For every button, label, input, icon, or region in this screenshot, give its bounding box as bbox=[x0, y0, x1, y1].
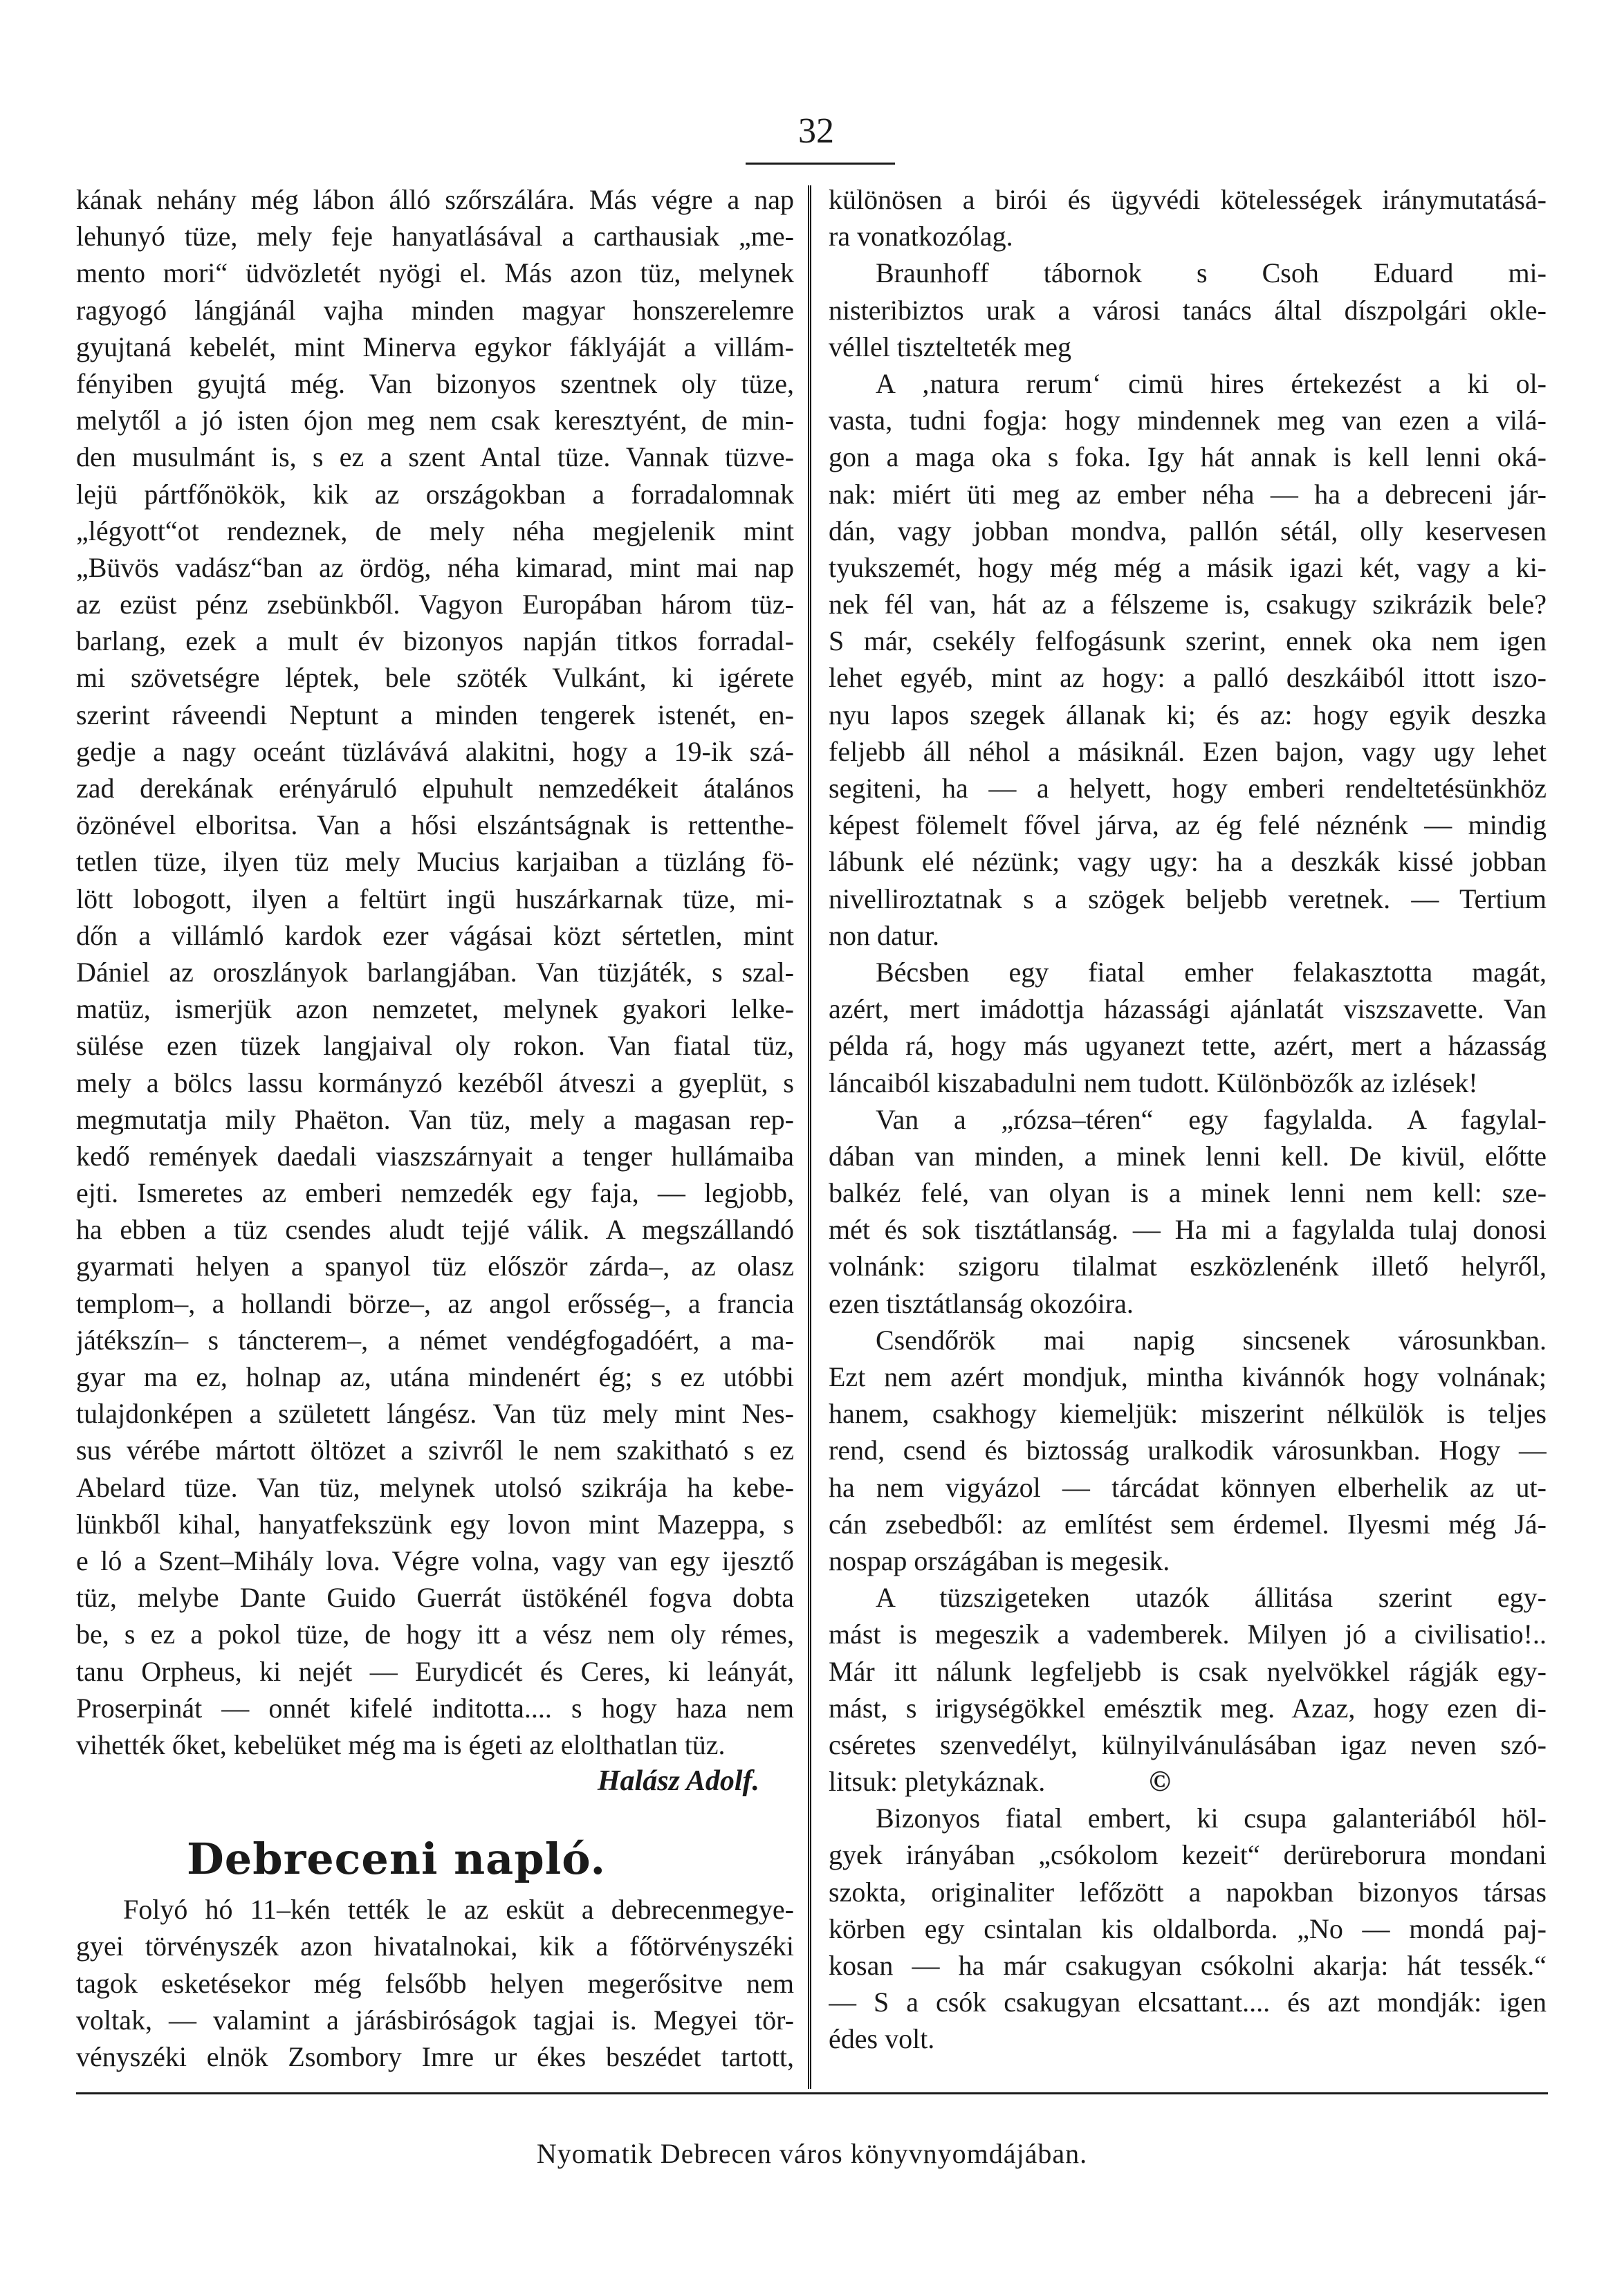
text-line: lábunk elé nézünk; vagy ugy: ha a deszkák kissé jobban bbox=[829, 846, 1547, 878]
text-line: édes volt. bbox=[829, 2023, 935, 2055]
text-line: nivelliroztatnak s a szögek beljebb veretnek. — Tertium bbox=[829, 883, 1547, 914]
left-article-text bbox=[76, 181, 794, 1763]
text-line: volnánk: szigoru tilalmat eszközlenénk illető helyről, bbox=[829, 1251, 1547, 1282]
text-line: mét és sok tisztátlanság. — Ha mi a fagylalda tulaj donosi bbox=[829, 1214, 1547, 1246]
text-line: tüz, melybe Dante Guido Guerrát üstökénél fogva dobta bbox=[76, 1582, 794, 1614]
section-text bbox=[76, 1891, 794, 2075]
text-line: gedje a nagy oceánt tüzlávává alakitni, hogy a 19-ik szá- bbox=[76, 735, 794, 767]
text-line: Dániel az oroszlányok barlangjában. Van tüzjáték, s szal- bbox=[76, 956, 794, 988]
text-line: Bécsben egy fiatal emher felakasztotta magát, bbox=[876, 956, 1547, 988]
text-line: vihették őket, kebelüket még ma is égeti az elolthatlan tüz. bbox=[76, 1729, 726, 1760]
text-line: tagok esketésekor még felsőbb helyen megerősitve nem bbox=[76, 1967, 794, 1999]
text-line: fényiben gyujtá még. Van bizonyos szentnek oly tüze, bbox=[76, 367, 794, 399]
text-line: mást is megeszik a vademberek. Milyen jó a civilisatio!.. bbox=[829, 1619, 1547, 1650]
text-line: dában van minden, a minek lenni kell. De kivül, előtte bbox=[829, 1140, 1547, 1172]
printer-imprint: Nyomatik Debrecen város könyvnyomdájában. bbox=[536, 2138, 1088, 2169]
text-line: segiteni, ha — a helyett, hogy emberi rendeltetésünkhöz bbox=[829, 773, 1547, 804]
text-line: ezen tisztátlanság okozóira. bbox=[829, 1287, 1134, 1319]
text-line: vényszéki elnök Zsombory Imre ur ékes beszédet tartott, bbox=[76, 2041, 794, 2072]
right-column-text bbox=[829, 181, 1547, 2058]
text-line: matüz, ismerjük azon nemzetet, melynek gyakori lelke- bbox=[76, 993, 794, 1025]
copyright-mark: © bbox=[1149, 1766, 1171, 1798]
text-line: gyujtaná kebelét, mint Minerva egykor fáklyáját a villám- bbox=[76, 331, 794, 362]
text-line: kosan — ha már csakugyan csókolni akarja: hát tessék.“ bbox=[829, 1950, 1547, 1981]
text-line: vasta, tudni fogja: hogy mindennek meg van ezen a vilá- bbox=[829, 405, 1547, 436]
text-line: játékszín– s táncterem–, a német vendégfogadóért, a ma- bbox=[76, 1324, 794, 1356]
text-line: templom–, a hollandi börze–, az angol erősség–, a francia bbox=[76, 1287, 794, 1319]
text-line: lött lobogott, ilyen a feltürt ingü huszárkarnak tüze, mi- bbox=[76, 883, 794, 914]
author-signature: Halász Adolf. bbox=[597, 1765, 759, 1798]
text-line: különösen a birói és ügyvédi kötelességek iránymutatásá- bbox=[829, 184, 1547, 215]
column-divider bbox=[808, 185, 811, 2089]
text-line: körben egy csintalan kis oldalborda. „No — mondá paj- bbox=[829, 1912, 1547, 1944]
text-line: szokta, originaliter lefőzött a napokban bizonyos társas bbox=[829, 1876, 1547, 1908]
text-line: ha nem vigyázol — tárcádat könnyen elberhelik az ut- bbox=[829, 1471, 1547, 1503]
text-line: sus vérébe mártott öltözet a szivről le nem szakitható s ez bbox=[76, 1435, 794, 1466]
text-line: gon a maga oka s foka. Igy hát annak is kell lenni oká- bbox=[829, 441, 1547, 473]
text-line: rend, csend és biztosság uralkodik városunkban. Hogy — bbox=[829, 1435, 1547, 1466]
text-line: ra vonatkozólag. bbox=[829, 221, 1013, 252]
text-line: képest fölemelt fővel járva, az ég felé néznénk — mindig bbox=[829, 809, 1547, 841]
text-line: ha ebben a tüz csendes aludt tejjé válik. A megszállandó bbox=[76, 1214, 794, 1246]
text-line: kedő remények daedali viaszszárnyait a tenger hullámaiba bbox=[76, 1140, 794, 1172]
text-line: megmutatja mily Phaëton. Van tüz, mely a magasan rep- bbox=[76, 1103, 794, 1135]
text-line: mely a bölcs lassu kormányzó kezéből átveszi a gyeplüt, s bbox=[76, 1067, 794, 1098]
text-line: Braunhoff tábornok s Csoh Eduard mi- bbox=[876, 257, 1547, 289]
text-line: azért, mert imádottja házassági ajánlatát viszszavette. Van bbox=[829, 993, 1547, 1025]
text-line: véllel tisztelteték meg bbox=[829, 331, 1071, 362]
text-line: voltak, — valamint a járásbiróságok tagjai is. Megyei tör- bbox=[76, 2004, 794, 2036]
text-line: — S a csók csakugyan elcsattant.... és azt mondják: igen bbox=[829, 1986, 1547, 2018]
text-line: mást, s irigységökkel emésztik meg. Azaz, hogy ezen di- bbox=[829, 1692, 1547, 1724]
text-line: nek fél van, hát az a félszeme is, csakugy szikrázik bele? bbox=[829, 589, 1547, 620]
text-line: nak: miért üti meg az ember néha — ha a debreceni jár- bbox=[829, 478, 1547, 510]
text-line: den musulmánt is, s ez a szent Antal tüze. Vannak tüzve- bbox=[76, 441, 794, 473]
text-line: mento mori“ üdvözletét nyögi el. Más azon tüz, melynek bbox=[76, 257, 794, 289]
text-line: „Büvös vadász“ban az ördög, néha kimarad, mint mai nap bbox=[76, 551, 794, 583]
text-line: litsuk: pletykáznak. bbox=[829, 1766, 1046, 1798]
text-line: lünkből kihal, hanyatfekszünk egy lovon mint Mazeppa, s bbox=[76, 1508, 794, 1540]
text-line: Folyó hó 11–kén tették le az esküt a debrecenmegye- bbox=[123, 1894, 794, 1926]
text-line: lejü pártfőnökök, kik az országokban a forradalomnak bbox=[76, 478, 794, 510]
text-line: feljebb áll néhol a másiknál. Ezen bajon, vagy ugy lehet bbox=[829, 735, 1547, 767]
text-line: nospap országában is megesik. bbox=[829, 1545, 1170, 1576]
page-number: 32 bbox=[798, 111, 834, 151]
text-line: A ‚natura rerum‘ cimü hires értekezést a ki ol- bbox=[876, 367, 1547, 399]
text-line: láncaiból kiszabadulni nem tudott. Különbözők az izlések! bbox=[829, 1067, 1478, 1098]
text-line: e ló a Szent–Mihály lova. Végre volna, vagy van egy ijesztő bbox=[76, 1545, 794, 1576]
text-line: dán, vagy jobban mondva, pallón sétál, olly keservesen bbox=[829, 515, 1547, 546]
text-line: tyukszemét, hogy még még a másik igazi két, vagy a ki- bbox=[829, 551, 1547, 583]
left-column bbox=[76, 181, 794, 2075]
text-line: gyarmati helyen a spanyol tüz először zárda–, az olasz bbox=[76, 1251, 794, 1282]
text-line: tanu Orpheus, ki nejét — Eurydicét és Ceres, ki leányát, bbox=[76, 1655, 794, 1687]
text-line: A tüzszigeteken utazók állitása szerint egy- bbox=[876, 1582, 1547, 1614]
section-title: Debreceni napló. bbox=[187, 1834, 607, 1885]
text-line: ragyogó lángjánál vajha minden magyar honszerelemre bbox=[76, 294, 794, 326]
text-line: nyu lapos szegek állanak ki; és az: hogy egyik deszka bbox=[829, 699, 1547, 730]
text-line: mi szövetségre léptek, bele szöték Vulkánt, ki igérete bbox=[76, 662, 794, 694]
text-line: Van a „rózsa–téren“ egy fagylalda. A fagylal- bbox=[876, 1103, 1547, 1135]
text-line: lehunyó tüze, mely feje hanyatlásával a carthausiak „me- bbox=[76, 221, 794, 252]
text-line: cán zsebedből: az említést sem érdemel. Ilyesmi még Já- bbox=[829, 1508, 1547, 1540]
text-line: melytől a jó isten ójon meg nem csak keresztyént, de min- bbox=[76, 405, 794, 436]
text-line: lehet egyéb, mint az hogy: a palló deszkáiból ittott iszo- bbox=[829, 662, 1547, 694]
text-line: Abelard tüze. Van tüz, melynek utolsó szikrája ha kebe- bbox=[76, 1471, 794, 1503]
text-line: dőn a villámló kardok ezer vágásai közt sértetlen, mint bbox=[76, 919, 794, 951]
text-line: példa rá, hogy más ugyanezt tette, azért, mert a házasság bbox=[829, 1030, 1547, 1062]
text-line-with-mark bbox=[829, 1763, 1547, 1800]
text-line: szerint ráveendi Neptunt a minden tengerek istenét, en- bbox=[76, 699, 794, 730]
footer-rule bbox=[76, 2092, 1548, 2094]
text-line: be, s ez a pokol tüze, de hogy itt a vész nem oly rémes, bbox=[76, 1619, 794, 1650]
text-line: az ezüst pénz zsebünkből. Vagyon Europában három tüz- bbox=[76, 589, 794, 620]
text-line: gyek irányában „csókolom kezeit“ derüreborura mondani bbox=[829, 1839, 1547, 1871]
text-line: Ezt nem azért mondjuk, mintha kivánnók hogy volnának; bbox=[829, 1361, 1547, 1392]
right-column bbox=[829, 181, 1547, 2058]
text-line: nisteribiztos urak a városi tanács által díszpolgári okle- bbox=[829, 294, 1547, 326]
text-line: cséretes szenvedélyt, külnyilvánulásában igaz neven szó- bbox=[829, 1729, 1547, 1760]
text-line: tetlen tüze, ilyen tüz mely Mucius karjaiban a tüzláng fö- bbox=[76, 846, 794, 878]
text-line: balkéz felé, van olyan is a minek lenni nem kell: sze- bbox=[829, 1177, 1547, 1209]
header-rule bbox=[746, 163, 895, 165]
section-spacer bbox=[76, 1800, 794, 1827]
text-line: Már itt nálunk legfeljebb is csak nyelvökkel rágják egy- bbox=[829, 1655, 1547, 1687]
text-line: sülése ezen tüzek langjaival oly rokon. Van fiatal tüz, bbox=[76, 1030, 794, 1062]
text-line: gyei törvényszék azon hivatalnokai, kik a főtörvényszéki bbox=[76, 1930, 794, 1962]
text-line: S már, csekély felfogásunk szerint, ennek oka nem igen bbox=[829, 625, 1547, 657]
text-line: kának nehány még lábon álló szőrszálára. Más végre a nap bbox=[76, 184, 794, 215]
text-line: hanem, csakhogy kiemeljük: miszerint nélkülök is teljes bbox=[829, 1398, 1547, 1430]
text-line: gyar ma ez, holnap az, utána mindenért ég; s ez utóbbi bbox=[76, 1361, 794, 1392]
text-line: non datur. bbox=[829, 919, 939, 951]
text-line: Bizonyos fiatal embert, ki csupa galanteriából höl- bbox=[876, 1803, 1547, 1834]
text-line: „légyott“ot rendeznek, de mely néha megjelenik mint bbox=[76, 515, 794, 546]
text-line: barlang, ezek a mult év bizonyos napján titkos forradal- bbox=[76, 625, 794, 657]
text-line: tulajdonképen a született lángész. Van tüz mely mint Nes- bbox=[76, 1398, 794, 1430]
text-line: Proserpinát — onnét kifelé inditotta.... s hogy haza nem bbox=[76, 1692, 794, 1724]
text-line: özönével elboritsa. Van a hősi elszántságnak is rettenthe- bbox=[76, 809, 794, 841]
text-line: Csendőrök mai napig sincsenek városunkban. bbox=[876, 1324, 1547, 1356]
text-line: zad derekának erényáruló elpuhult nemzedékeit átalános bbox=[76, 773, 794, 804]
text-line: ejti. Ismeretes az emberi nemzedék egy faja, — legjobb, bbox=[76, 1177, 794, 1209]
